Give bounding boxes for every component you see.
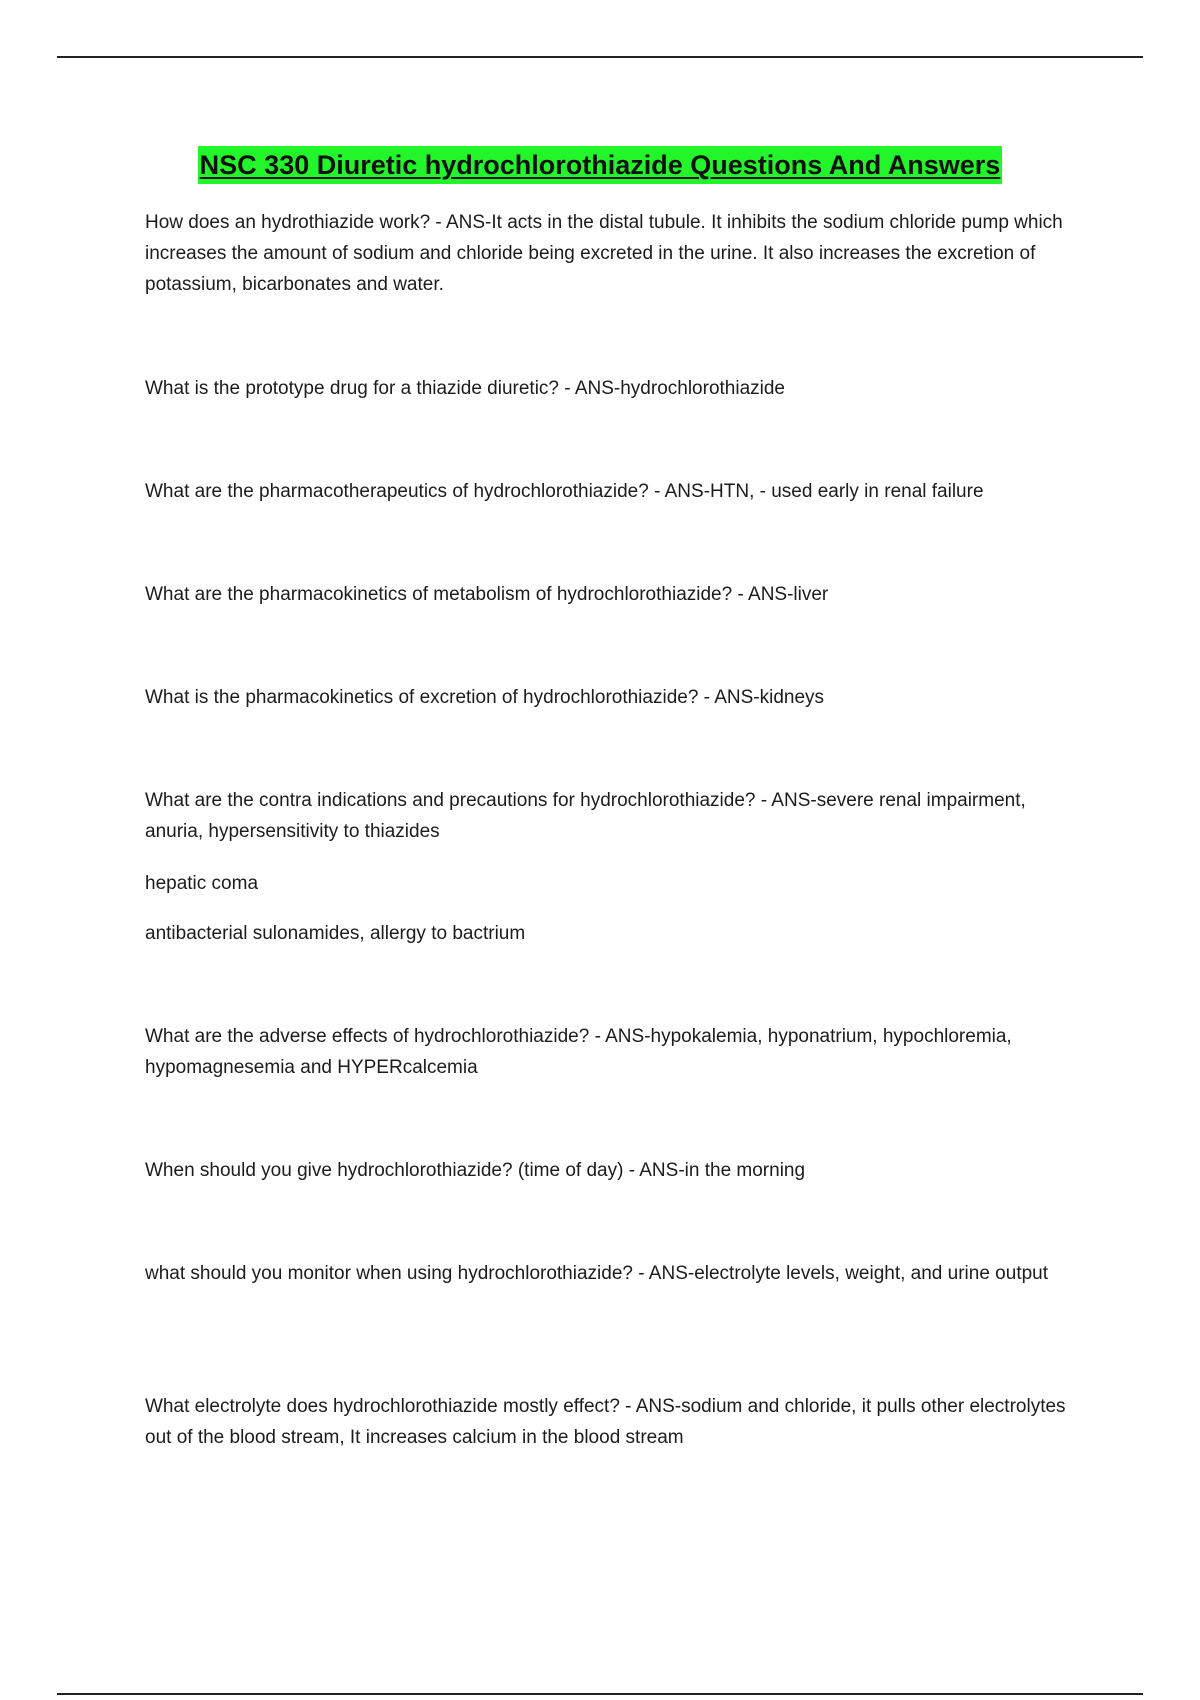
qa-paragraph: antibacterial sulonamides, allergy to bactrium [145, 923, 526, 944]
qa-paragraph: What are the adverse effects of hydrochlorothiazide? - ANS-hypokalemia, hyponatrium, hypochloremia, hypomagnesemia and HYPERcalcemia [145, 1026, 1012, 1078]
qa-paragraph: What is the pharmacokinetics of excretion of hydrochlorothiazide? - ANS-kidneys [145, 687, 825, 708]
qa-paragraph: What are the pharmacokinetics of metabolism of hydrochlorothiazide? - ANS-liver [145, 584, 829, 605]
qa-paragraph: What are the pharmacotherapeutics of hydrochlorothiazide? - ANS-HTN, - used early in renal failure [145, 481, 984, 502]
qa-paragraph: When should you give hydrochlorothiazide? (time of day) - ANS-in the morning [145, 1160, 806, 1181]
qa-paragraph: hepatic coma [145, 873, 259, 894]
qa-paragraph: What electrolyte does hydrochlorothiazide mostly effect? - ANS-sodium and chloride, it pulls other electrolytes out of the blood stream, It increases calcium in the blood stream [145, 1396, 1066, 1448]
document-title: NSC 330 Diuretic hydrochlorothiazide Questions And Answers [198, 146, 1003, 184]
footer-rule [57, 1693, 1143, 1695]
header-rule [57, 56, 1143, 58]
qa-paragraph: How does an hydrothiazide work? - ANS-It acts in the distal tubule. It inhibits the sodium chloride pump which increases the amount of sodium and chloride being excreted in the urine. It also increases the excretion of potassium, bicarbonates and water. [145, 212, 1063, 295]
qa-paragraph: what should you monitor when using hydrochlorothiazide? - ANS-electrolyte levels, weight, and urine output [145, 1263, 1049, 1284]
qa-paragraph: What is the prototype drug for a thiazide diuretic? - ANS-hydrochlorothiazide [145, 378, 785, 399]
title-container [0, 146, 1200, 184]
qa-paragraph: What are the contra indications and precautions for hydrochlorothiazide? - ANS-severe renal impairment, anuria, hypersensitivity to thiazides [145, 790, 1026, 842]
